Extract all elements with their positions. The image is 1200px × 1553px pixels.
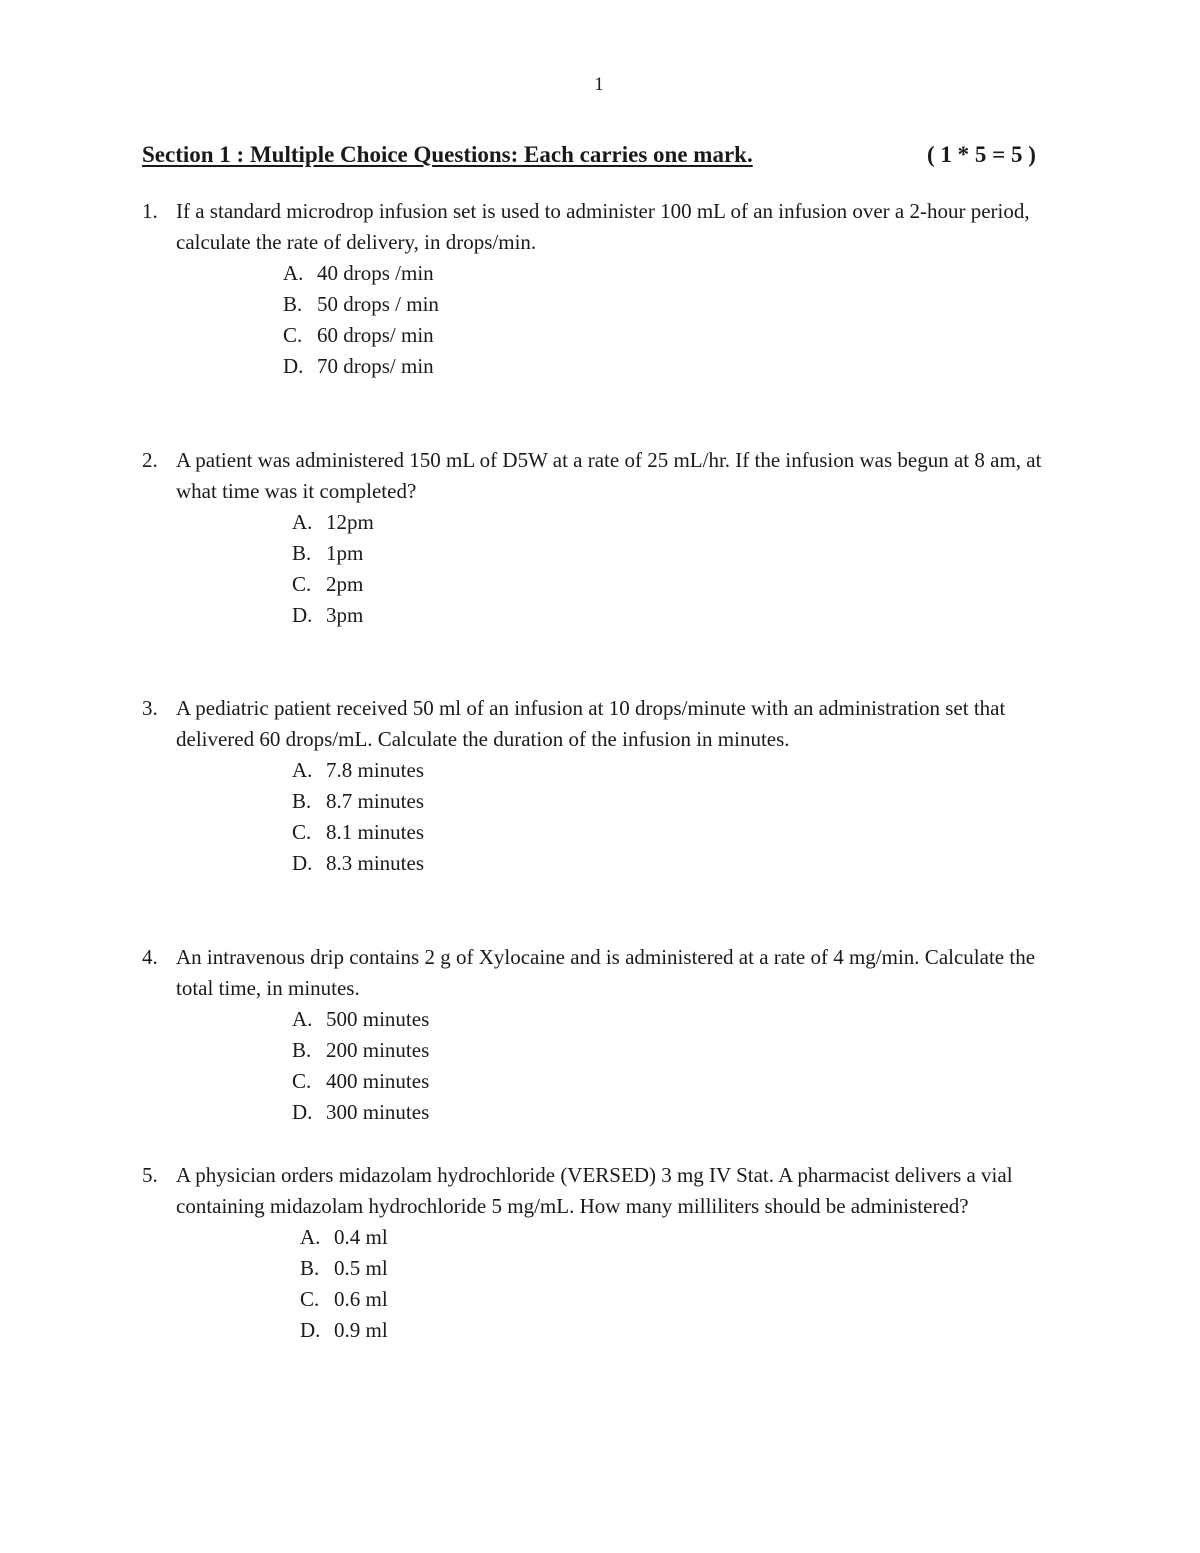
option-a <box>292 1004 1062 1035</box>
question-number: 1. <box>142 199 158 223</box>
answer-options <box>300 1222 1062 1346</box>
option-text: 300 minutes <box>326 1100 430 1124</box>
option-d <box>283 351 1062 382</box>
option-letter: D. <box>283 354 304 378</box>
question-text: A patient was administered 150 mL of D5W at a rate of 25 mL/hr. If the infusion was begun at 8 am, at what time was it completed? <box>176 448 1042 503</box>
option-c <box>292 817 1062 848</box>
option-d <box>292 1097 1062 1128</box>
option-letter: A. <box>292 758 313 782</box>
option-text: 500 minutes <box>326 1007 430 1031</box>
question-number: 3. <box>142 696 158 720</box>
option-text: 2pm <box>326 572 364 596</box>
option-text: 70 drops/ min <box>317 354 434 378</box>
option-letter: B. <box>300 1256 320 1280</box>
option-b <box>300 1253 1062 1284</box>
option-text: 1pm <box>326 541 364 565</box>
page-number: 1 <box>594 74 604 95</box>
option-letter: C. <box>292 572 312 596</box>
question-2 <box>142 445 1062 631</box>
option-text: 0.5 ml <box>334 1256 388 1280</box>
option-d <box>300 1315 1062 1346</box>
option-text: 0.9 ml <box>334 1318 388 1342</box>
section-heading <box>142 142 1062 168</box>
option-a <box>292 507 1062 538</box>
answer-options <box>292 507 1062 631</box>
option-text: 0.4 ml <box>334 1225 388 1249</box>
question-3 <box>142 693 1062 879</box>
option-text: 40 drops /min <box>317 261 434 285</box>
option-letter: A. <box>283 261 304 285</box>
option-letter: A. <box>300 1225 321 1249</box>
option-letter: B. <box>292 1038 312 1062</box>
option-b <box>292 1035 1062 1066</box>
answer-options <box>292 755 1062 879</box>
option-c <box>283 320 1062 351</box>
option-d <box>292 600 1062 631</box>
option-letter: B. <box>292 789 312 813</box>
option-d <box>292 848 1062 879</box>
option-text: 8.7 minutes <box>326 789 424 813</box>
option-text: 60 drops/ min <box>317 323 434 347</box>
option-b <box>292 786 1062 817</box>
question-number: 5. <box>142 1163 158 1187</box>
section-marks: ( 1 * 5 = 5 ) <box>927 142 1036 167</box>
option-c <box>292 1066 1062 1097</box>
option-text: 3pm <box>326 603 364 627</box>
option-a <box>292 755 1062 786</box>
option-letter: D. <box>292 603 313 627</box>
question-number: 2. <box>142 448 158 472</box>
option-text: 8.3 minutes <box>326 851 424 875</box>
question-1 <box>142 196 1062 382</box>
option-a <box>300 1222 1062 1253</box>
section-title: Section 1 : Multiple Choice Questions: Each carries one mark. <box>142 142 753 167</box>
question-text: If a standard microdrop infusion set is used to administer 100 mL of an infusion over a 2-hour period, calculate the rate of delivery, in drops/min. <box>176 199 1030 254</box>
option-letter: A. <box>292 510 313 534</box>
question-text: A physician orders midazolam hydrochloride (VERSED) 3 mg IV Stat. A pharmacist delivers a vial containing midazolam hydrochloride 5 mg/mL. How many milliliters should be administered? <box>176 1163 1013 1218</box>
option-text: 400 minutes <box>326 1069 430 1093</box>
option-letter: D. <box>292 851 313 875</box>
option-letter: C. <box>283 323 303 347</box>
option-b <box>283 289 1062 320</box>
option-text: 50 drops / min <box>317 292 439 316</box>
option-a <box>283 258 1062 289</box>
question-4 <box>142 942 1062 1128</box>
option-letter: D. <box>300 1318 321 1342</box>
question-number: 4. <box>142 945 158 969</box>
option-text: 0.6 ml <box>334 1287 388 1311</box>
option-letter: C. <box>292 1069 312 1093</box>
option-text: 12pm <box>326 510 374 534</box>
question-5 <box>142 1160 1062 1346</box>
option-letter: C. <box>292 820 312 844</box>
option-letter: B. <box>283 292 303 316</box>
option-letter: D. <box>292 1100 313 1124</box>
option-text: 200 minutes <box>326 1038 430 1062</box>
question-text: A pediatric patient received 50 ml of an infusion at 10 drops/minute with an administration set that delivered 60 drops/mL. Calculate the duration of the infusion in minutes. <box>176 696 1006 751</box>
option-b <box>292 538 1062 569</box>
option-letter: C. <box>300 1287 320 1311</box>
answer-options <box>292 1004 1062 1128</box>
question-text: An intravenous drip contains 2 g of Xylocaine and is administered at a rate of 4 mg/min. Calculate the total time, in minutes. <box>176 945 1036 1000</box>
option-letter: B. <box>292 541 312 565</box>
option-text: 8.1 minutes <box>326 820 424 844</box>
option-c <box>292 569 1062 600</box>
answer-options <box>283 258 1062 382</box>
option-letter: A. <box>292 1007 313 1031</box>
option-text: 7.8 minutes <box>326 758 424 782</box>
option-c <box>300 1284 1062 1315</box>
